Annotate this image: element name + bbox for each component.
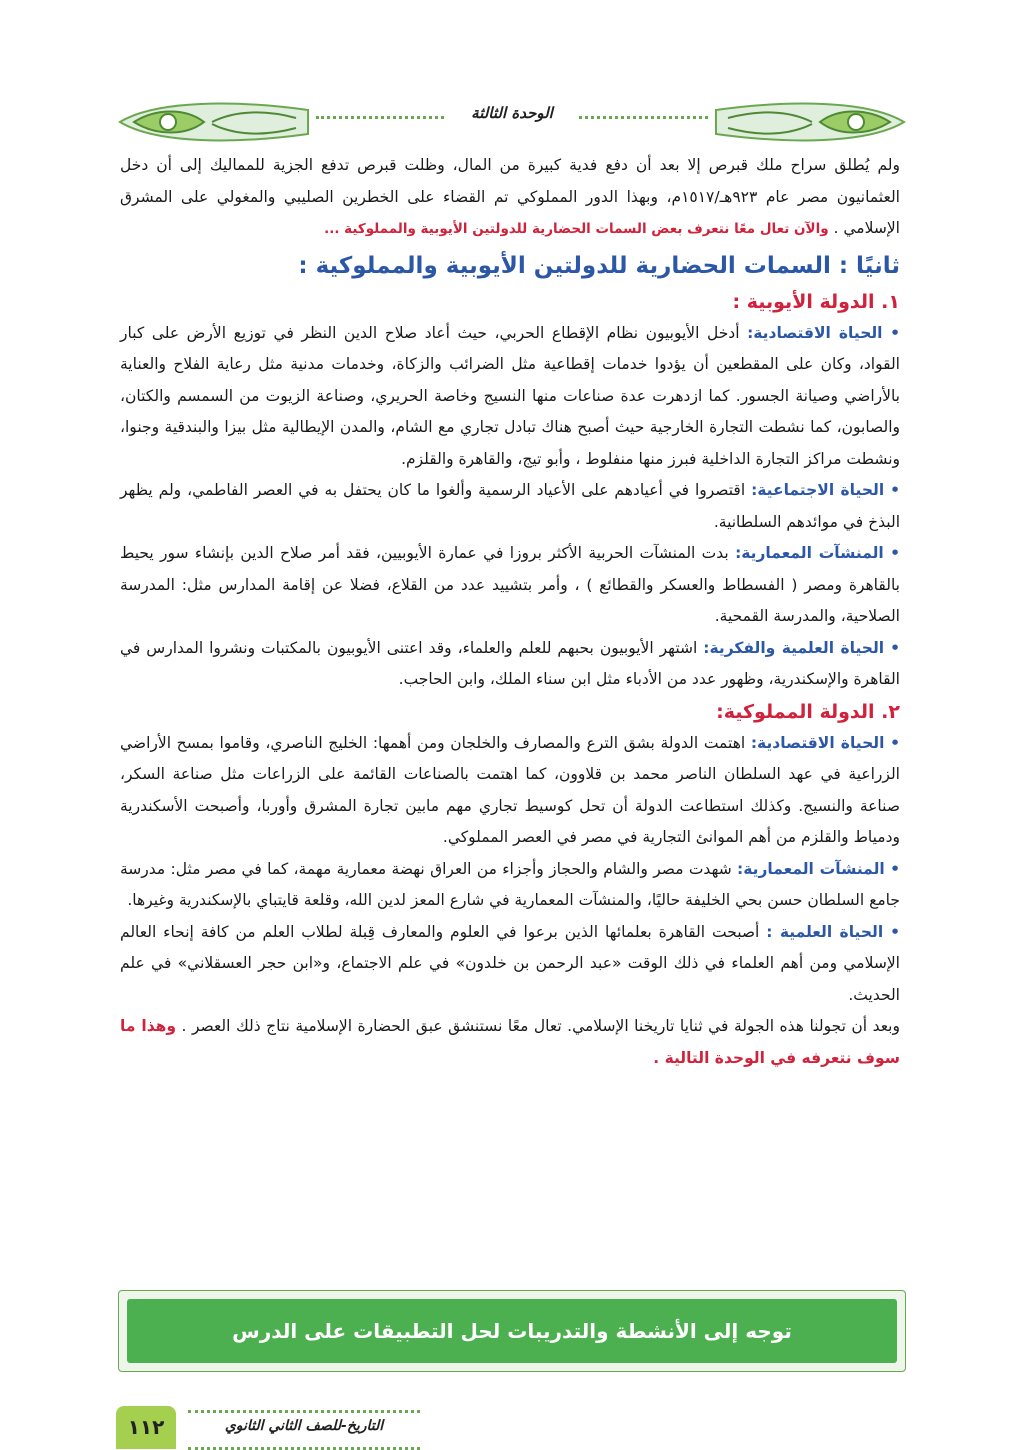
item-text: اهتمت الدولة بشق الترع والمصارف والخلجان ومن أهمها: الخليج الناصري، وقاموا بمسح الأراضي الزراعية في عهد السلطان الناصر محمد بن قلاوون، كما اهتمت بالصناعات القائمة على الزراعات مثل صناعة السكر، صناعة والنسيج. وكذلك استطاعت الدولة أن تحل كوسيط تجاري مهم مابين تجارة المشرق وأوربا، وأصبحت الأسكندرية ودمياط والقلزم من أهم الموانئ التجارية في مصر في العصر المملوكي. — [120, 733, 900, 846]
intro-red-tail: والآن تعال معًا نتعرف بعض السمات الحضارية للدولتين الأيوبية والمملوكية ... — [324, 221, 829, 237]
bullet-dot: • — [890, 544, 900, 562]
item-label: الحياة الاقتصادية: — [747, 323, 883, 342]
mamluk-architecture — [120, 854, 900, 917]
footer-title: التاريخ-للصف الثاني الثانوي — [224, 1418, 384, 1434]
ayyubid-social — [120, 475, 900, 538]
activities-banner: توجه إلى الأنشطة والتدريبات لحل التطبيقات على الدرس — [127, 1299, 897, 1363]
bullet-dot: • — [890, 859, 900, 878]
footer-dotted-line-top — [188, 1410, 420, 1413]
page-number: ١١٢ — [116, 1406, 176, 1449]
bullet-dot: • — [890, 638, 900, 657]
item-label: الحياة العلمية والفكرية: — [703, 638, 885, 657]
item-label: المنشآت المعمارية: — [735, 544, 884, 562]
intro-text: ولم يُطلق سراح ملك قبرص إلا بعد أن دفع فدية كبيرة من المال، وظلت قبرص تدفع الجزية للمماليك إلى أن دخل العثمانيون مصر عام ٩٢٣هـ/١٥١٧م، وبهذا الدور المملوكي تم القضاء على الخطرين الصليبي والمغولي على المشرق الإسلامي . — [120, 156, 900, 237]
item-text: أدخل الأيوبيون نظام الإقطاع الحربي، حيث أعاد صلاح الدين النظر في توزيع الأرض على كبار القواد، وكان على المقطعين أن يؤدوا خدمات إقطاعية مثل الضرائب والزكاة، وخدمات مدنية مثل رعاية الفلاح والعناية بالأراضي وصيانة الجسور. كما ازدهرت عدة صناعات منها النسيج وخاصة الحريري، وصناعة الزيوت من السمسم والكتان، والصابون، كما نشطت التجارة الخارجية حيث أصبح هناك تبادل تجاري مع الشام، والمدن الإيطالية مثل بيزا والبندقية وجنوا، ونشطت مراكز التجارة الداخلية فبرز منها منفلوط ، وأبو تيج، والقاهرة والقلزم. — [120, 323, 900, 468]
bullet-dot: • — [890, 481, 900, 499]
item-text: شهدت مصر والشام والحجاز وأجزاء من العراق نهضة معمارية مهمة، كما في مصر مثل: مدرسة جامع السلطان حسن بحي الخليفة حاليًا، والمنشآت المعمارية في شارع المعز لدين الله، وقلعة قايتباي بالإسكندرية وغيرها. — [120, 859, 900, 909]
item-text: أصبحت القاهرة بعلمائها الذين برعوا في العلوم والمعارف قِبلة لطلاب العلم من كافة إنحاء العالم الإسلامي ومن أهم العلماء في ذلك الوقت «عبد الرحمن بن خلدون» في علم الاجتماع، و«ابن حجر العسقلاني» في علم الحديث. — [120, 922, 900, 1004]
mamluk-scientific — [120, 917, 900, 1012]
page-header — [116, 96, 908, 148]
bullet-dot: • — [890, 922, 900, 941]
item-label: الحياة العلمية : — [766, 922, 884, 941]
ornament-right-icon — [712, 96, 908, 148]
page-content — [120, 150, 900, 1074]
mamluk-economic — [120, 728, 900, 854]
closing-red-tail: وهذا ما سوف نتعرفه في الوحدة التالية . — [120, 1017, 900, 1067]
bullet-dot: • — [890, 323, 900, 342]
mamluk-heading: ٢. الدولة المملوكية: — [716, 700, 900, 723]
unit-title: الوحدة الثالثة — [446, 104, 578, 122]
ayyubid-heading: ١. الدولة الأيوبية : — [732, 290, 900, 313]
intro-paragraph — [120, 150, 900, 246]
item-label: المنشآت المعمارية: — [737, 859, 885, 878]
ayyubid-economic — [120, 318, 900, 476]
closing-text: وبعد أن تجولنا هذه الجولة في ثنايا تاريخنا الإسلامي. تعال معًا نستنشق عبق الحضارة الإسلامية نتاج ذلك العصر . — [181, 1017, 900, 1035]
bullet-dot: • — [890, 733, 900, 752]
item-text: بدت المنشآت الحربية الأكثر بروزا في عمارة الأيوبيين، فقد أمر صلاح الدين بإنشاء سور يحيط بالقاهرة ومصر ( الفسطاط والعسكر والقطائع ) ، وأمر بتشييد عدد من القلاع، فضلا عن إقامة المدارس مثل: المدرسة الصلاحية، والمدرسة القمحية. — [120, 544, 900, 625]
closing-paragraph — [120, 1011, 900, 1074]
ornament-left-icon — [116, 96, 312, 148]
item-label: الحياة الاجتماعية: — [751, 481, 885, 499]
item-label: الحياة الاقتصادية: — [750, 733, 885, 752]
main-heading: ثانيًا : السمات الحضارية للدولتين الأيوبية والمملوكية : — [298, 252, 900, 279]
ayyubid-scientific — [120, 633, 900, 696]
item-text: اشتهر الأيوبيون بحبهم للعلم والعلماء، وقد اعتنى الأيوبيون بالمكتبات ونشروا المدارس في القاهرة والإسكندرية، وظهور عدد من الأدباء مثل ابن سناء الملك، وابن الحاجب. — [120, 638, 900, 688]
item-text: اقتصروا في أعيادهم على الأعياد الرسمية وألغوا ما كان يحتفل به في العصر الفاطمي، ولم يظهر البذخ في موائدهم السلطانية. — [120, 481, 900, 531]
ayyubid-architecture — [120, 538, 900, 633]
activities-banner-frame — [118, 1290, 906, 1372]
